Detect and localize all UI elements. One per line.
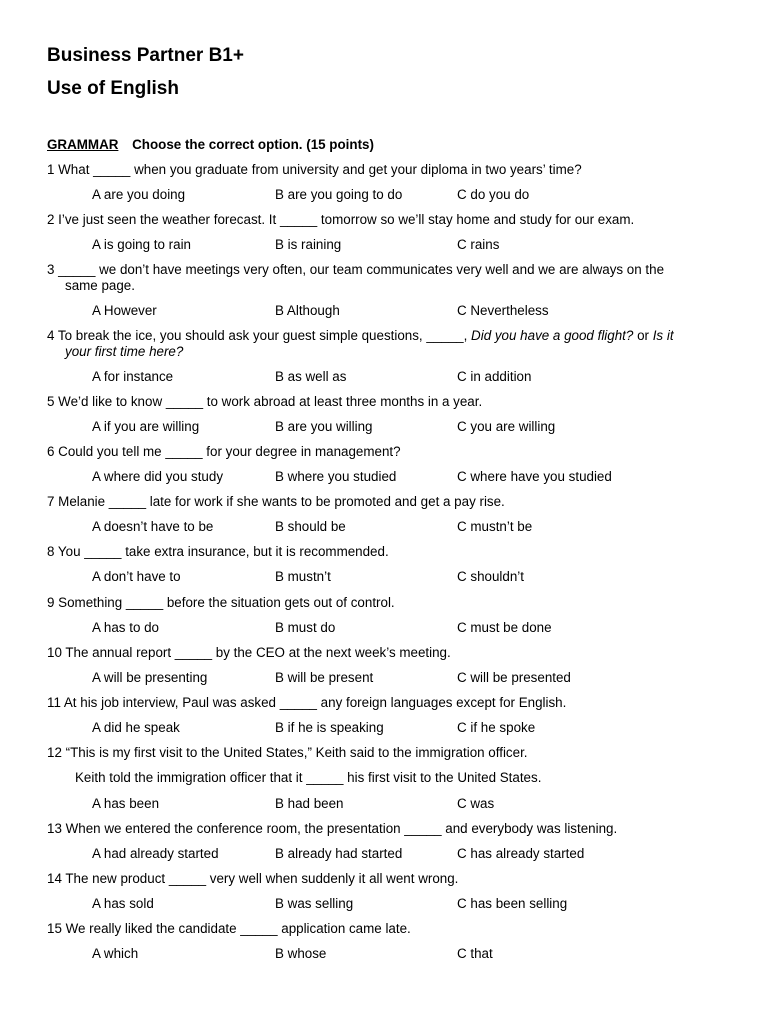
question-4-text xyxy=(47,328,727,360)
question-7-options xyxy=(0,519,768,535)
question-12-text: 12 “This is my first visit to the United States,” Keith said to the immigration officer. xyxy=(47,745,528,760)
question-1-options xyxy=(0,187,768,203)
option-c[interactable]: C mustn’t be xyxy=(457,519,533,534)
question-10-text: 10 The annual report _____ by the CEO at the next week’s meeting. xyxy=(47,645,451,660)
option-c[interactable]: C shouldn’t xyxy=(457,569,524,584)
option-a[interactable]: A has been xyxy=(92,796,160,811)
option-a[interactable]: A where did you study xyxy=(92,469,224,484)
option-c[interactable]: C Nevertheless xyxy=(457,303,549,318)
option-b[interactable]: B will be present xyxy=(275,670,374,685)
option-a[interactable]: A had already started xyxy=(92,846,219,861)
option-a[interactable]: A did he speak xyxy=(92,720,180,735)
option-a[interactable]: A has sold xyxy=(92,896,154,911)
question-4-example-2b: your first time here? xyxy=(65,344,184,359)
option-b[interactable]: B is raining xyxy=(275,237,342,252)
option-a[interactable]: A is going to rain xyxy=(92,237,192,252)
section-name: GRAMMAR xyxy=(47,137,119,152)
option-c[interactable]: C in addition xyxy=(457,369,532,384)
question-12-options xyxy=(0,796,768,812)
option-c[interactable]: C where have you studied xyxy=(457,469,612,484)
question-3-text xyxy=(47,262,727,294)
question-6-text: 6 Could you tell me _____ for your degree in management? xyxy=(47,444,401,459)
option-c[interactable]: C has been selling xyxy=(457,896,568,911)
question-5-text: 5 We’d like to know _____ to work abroad at least three months in a year. xyxy=(47,394,483,409)
option-c[interactable]: C has already started xyxy=(457,846,585,861)
question-4-options xyxy=(0,369,768,385)
question-14-text: 14 The new product _____ very well when suddenly it all went wrong. xyxy=(47,871,459,886)
question-12-reported: Keith told the immigration officer that it _____ his first visit to the United States. xyxy=(75,770,542,785)
question-8-text: 8 You _____ take extra insurance, but it is recommended. xyxy=(47,544,389,559)
question-13-options xyxy=(0,846,768,862)
question-9-text: 9 Something _____ before the situation gets out of control. xyxy=(47,595,395,610)
question-11-text: 11 At his job interview, Paul was asked _____ any foreign languages except for English. xyxy=(47,695,567,710)
option-a[interactable]: A will be presenting xyxy=(92,670,208,685)
option-b[interactable]: B was selling xyxy=(275,896,354,911)
option-b[interactable]: B should be xyxy=(275,519,346,534)
option-b[interactable]: B whose xyxy=(275,946,327,961)
section-instruction: Choose the correct option. (15 points) xyxy=(132,137,374,152)
option-a[interactable]: A which xyxy=(92,946,139,961)
option-b[interactable]: B where you studied xyxy=(275,469,397,484)
question-4-example-2a: Is it xyxy=(652,328,674,343)
question-2-options xyxy=(0,237,768,253)
question-13-text: 13 When we entered the conference room, the presentation _____ and everybody was listening. xyxy=(47,821,618,836)
question-7-text: 7 Melanie _____ late for work if she wants to be promoted and get a pay rise. xyxy=(47,494,505,509)
option-c[interactable]: C rains xyxy=(457,237,500,252)
question-5-options xyxy=(0,419,768,435)
option-b[interactable]: B already had started xyxy=(275,846,403,861)
option-b[interactable]: B mustn’t xyxy=(275,569,331,584)
option-b[interactable]: B are you going to do xyxy=(275,187,403,202)
option-a[interactable]: A doesn’t have to be xyxy=(92,519,214,534)
option-c[interactable]: C you are willing xyxy=(457,419,556,434)
option-b[interactable]: B Although xyxy=(275,303,340,318)
page-title: Business Partner B1+ xyxy=(47,45,244,66)
option-c[interactable]: C must be done xyxy=(457,620,552,635)
option-c[interactable]: C if he spoke xyxy=(457,720,536,735)
question-2-text: 2 I’ve just seen the weather forecast. It _____ tomorrow so we’ll stay home and study for our exam. xyxy=(47,212,635,227)
section-heading xyxy=(47,137,374,153)
question-8-options xyxy=(0,569,768,585)
option-a[interactable]: A are you doing xyxy=(92,187,186,202)
option-a[interactable]: A for instance xyxy=(92,369,174,384)
question-4-stem: 4 To break the ice, you should ask your guest simple questions, _____, xyxy=(47,328,472,343)
question-15-options xyxy=(0,946,768,962)
option-c[interactable]: C was xyxy=(457,796,495,811)
option-a[interactable]: A has to do xyxy=(92,620,160,635)
option-c[interactable]: C do you do xyxy=(457,187,530,202)
question-10-options xyxy=(0,670,768,686)
option-b[interactable]: B must do xyxy=(275,620,336,635)
option-a[interactable]: A However xyxy=(92,303,157,318)
question-3-line-1: 3 _____ we don’t have meetings very often, our team communicates very well and we are always on the xyxy=(47,262,665,277)
question-4-connector: or xyxy=(633,328,653,343)
option-b[interactable]: B are you willing xyxy=(275,419,373,434)
question-3-options xyxy=(0,303,768,319)
question-14-options xyxy=(0,896,768,912)
question-15-text: 15 We really liked the candidate _____ application came late. xyxy=(47,921,411,936)
option-c[interactable]: C that xyxy=(457,946,493,961)
page-subtitle: Use of English xyxy=(47,78,179,99)
option-a[interactable]: A if you are willing xyxy=(92,419,200,434)
option-b[interactable]: B if he is speaking xyxy=(275,720,384,735)
question-3-line-2: same page. xyxy=(65,278,135,293)
option-b[interactable]: B had been xyxy=(275,796,344,811)
question-1-text: 1 What _____ when you graduate from university and get your diploma in two years’ time? xyxy=(47,162,582,177)
question-4-example-1: Did you have a good flight? xyxy=(471,328,634,343)
question-6-options xyxy=(0,469,768,485)
option-c[interactable]: C will be presented xyxy=(457,670,571,685)
question-9-options xyxy=(0,620,768,636)
option-b[interactable]: B as well as xyxy=(275,369,347,384)
option-a[interactable]: A don’t have to xyxy=(92,569,181,584)
question-11-options xyxy=(0,720,768,736)
